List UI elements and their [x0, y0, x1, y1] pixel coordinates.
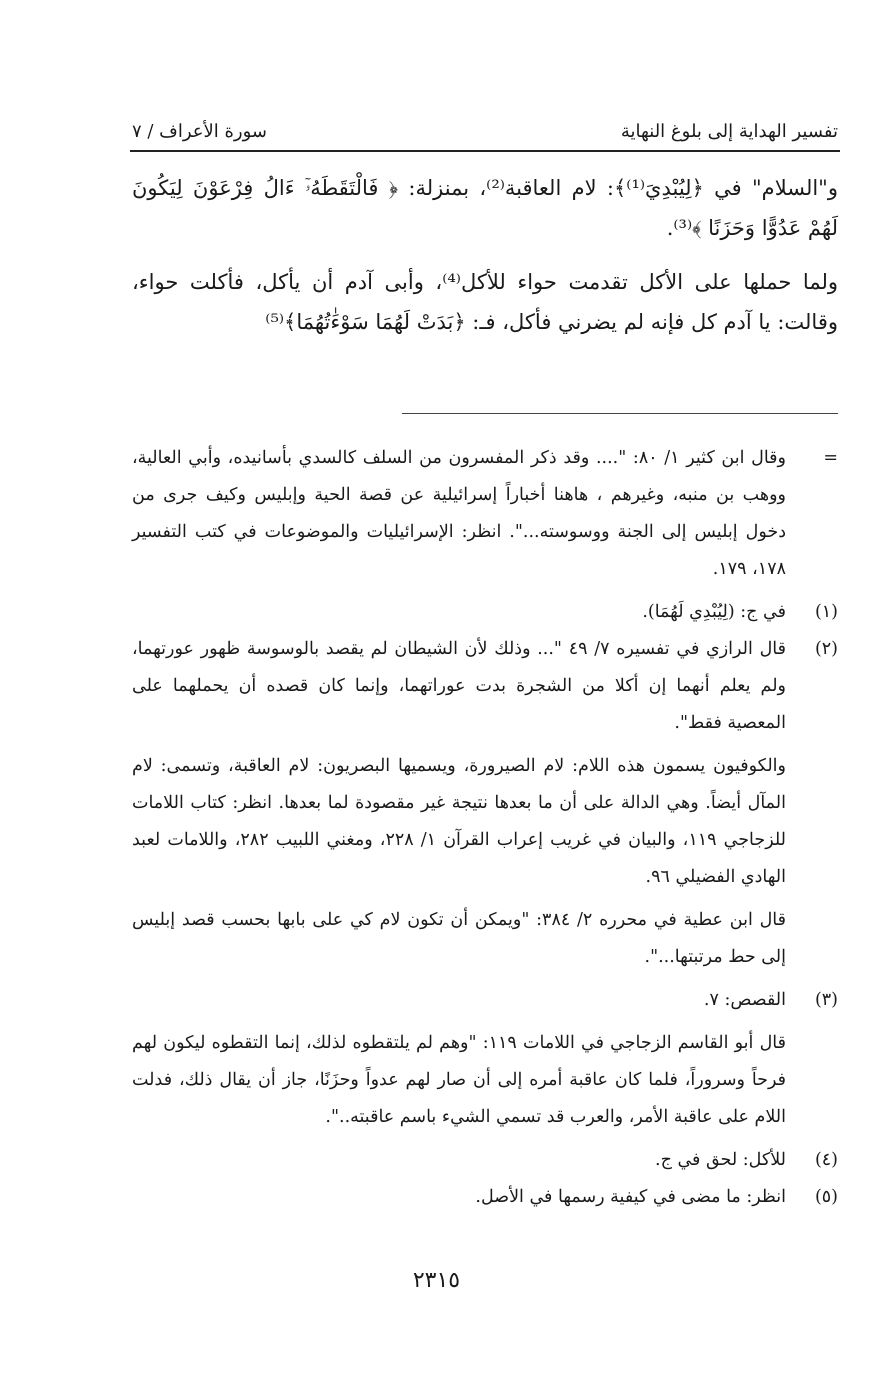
footnote-4 — [132, 1142, 838, 1179]
footnote-number: (٣) — [814, 990, 838, 1010]
page-number: ٢٣١٥ — [412, 1268, 461, 1293]
footnote-separator — [402, 413, 838, 414]
continuation-marker: = — [823, 448, 838, 468]
footnotes — [132, 440, 838, 1216]
footnote-text: في ج: (لِيُبْدِي لَهُمَا). — [642, 602, 786, 622]
footnote-number: (٢) — [814, 639, 838, 659]
footnote-text: انظر: ما مضى في كيفية رسمها في الأصل. — [475, 1187, 786, 1207]
main-paragraph: ولما حملها على الأكل تقدمت حواء للأكل⁽⁴⁾، وأبى آدم أن يأكل، فأكلت حواء، وقالت: يا آدم كل فإنه لم يضرني فأكل، فـ: ﴿بَدَتْ لَهُمَا سَوْءَٰتُهُمَا﴾⁽⁵⁾ — [132, 270, 838, 334]
book-title: تفسير الهداية إلى بلوغ النهاية — [620, 121, 838, 142]
header-rule — [130, 150, 840, 152]
footnote-number: (٥) — [814, 1187, 838, 1207]
footnote-number: (٤) — [814, 1150, 838, 1170]
footnote-number: (١) — [814, 602, 838, 622]
footnote-text: للأكل: لحق في ج. — [655, 1150, 786, 1170]
footnote-1 — [132, 594, 838, 631]
main-paragraph: و"السلام" في ﴿لِيُبْدِيَ⁽¹⁾﴾: لام العاقبة⁽²⁾، بمنزلة: ﴿ فَالْتَقَطَهُۥٓ ءَالُ فِرْعَوْنَ لِيَكُونَ لَهُمْ عَدُوًّا وَحَزَنًا ﴾⁽³⁾. — [132, 176, 838, 240]
footnote-2 — [132, 631, 838, 742]
footnote-text: القصص: ٧. — [703, 990, 786, 1010]
footnote-text: قال الرازي في تفسيره ٧/ ٤٩ "... وذلك لأن الشيطان لم يقصد بالوسوسة ظهور عورتهما، ولم يعلم أنهما إن أكلا من الشجرة بدت عوراتهما، وإنما كان قصده أن يحملهما على المعصية فقط". — [132, 639, 786, 733]
footnote-text: وقال ابن كثير ١/ ٨٠: ".... وقد ذكر المفسرون من السلف كالسدي بأسانيده، وأبي العالية، ووهب بن منبه، وغيرهم ، هاهنا أخباراً إسرائيلية عن قصة الحية وإبليس وكيف جرى من دخول إبليس إلى الجنة ووسوسته...". انظر: الإسرائيليات والموضوعات في كتب التفسير ١٧٨، ١٧٩. — [132, 448, 786, 579]
footnote-5 — [132, 1179, 838, 1216]
surah-reference: سورة الأعراف / ٧ — [132, 121, 268, 142]
main-text — [132, 168, 838, 342]
running-header — [132, 112, 838, 142]
footnote-continuation — [132, 440, 838, 588]
footnote-paragraph: قال أبو القاسم الزجاجي في اللامات ١١٩: "وهم لم يلتقطوه لذلك، إنما التقطوه ليكون لهم فرحاً وسروراً، فلما كان عاقبة أمره إلى أن صار لهم عدواً وحزَنًا، جاز أن يقال ذلك، فدلت اللام على عاقبة الأمر، والعرب قد تسمي الشيء باسم عاقبته..". — [132, 1033, 786, 1127]
footnote-paragraph: والكوفيون يسمون هذه اللام: لام الصيرورة، ويسميها البصريون: لام العاقبة، وتسمى: لام المآل أيضاً. وهي الدالة على أن ما بعدها نتيجة غير مقصودة لما بعدها. انظر: كتاب اللامات للزجاجي ١١٩، والبيان في غريب إعراب القرآن ١/ ٢٢٨، ومغني اللبيب ٢٨٢، واللامات لعبد الهادي الفضيلي ٩٦. — [132, 756, 786, 887]
footnote-paragraph: قال ابن عطية في محرره ٢/ ٣٨٤: "ويمكن أن تكون لام كي على بابها بحسب قصد إبليس إلى حط مرتبتها...". — [132, 910, 786, 967]
footnote-3 — [132, 982, 838, 1019]
